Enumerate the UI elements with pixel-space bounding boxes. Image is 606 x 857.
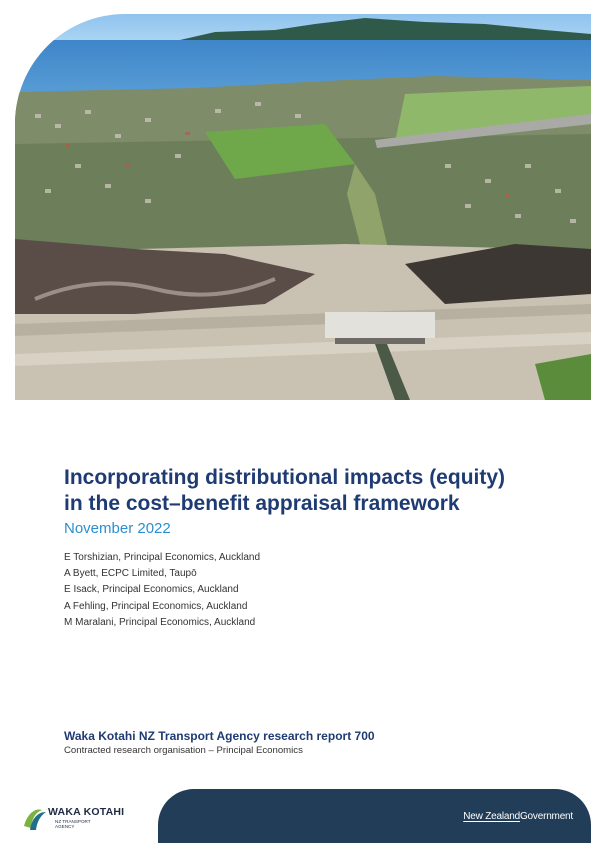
nz-government-part-2: Government [519,811,573,822]
logo-subtitle [55,819,91,829]
report-title-line-2: in the cost–benefit appraisal framework [64,492,460,515]
logo-name: WAKA KOTAHI [48,806,125,818]
waka-kotahi-logo [22,802,132,836]
logo-sub-line-2: AGENCY [55,824,75,829]
report-title-line-1: Incorporating distributional impacts (equity) [64,466,506,489]
author-item: E Torshizian, Principal Economics, Auckland [64,552,261,563]
author-item: A Byett, ECPC Limited, Taupō [64,568,197,580]
report-date: November 2022 [64,520,171,537]
title-block [64,465,584,538]
author-item: A Fehling, Principal Economics, Auckland [64,600,248,612]
author-item: E Isack, Principal Economics, Auckland [64,584,239,596]
author-item: M Maralani, Principal Economics, Auckland [64,616,256,628]
waka-kotahi-logo-icon [22,804,48,832]
contracted-organisation: Contracted research organisation – Principal Economics [64,745,303,756]
footer-band [158,789,591,843]
cover-photo [15,14,591,400]
author-list [64,550,260,631]
report-info [64,729,375,758]
research-report-title: Waka Kotahi NZ Transport Agency research report 700 [64,729,375,743]
nz-government-part-1: New Zealand [463,811,520,822]
logo-sub-line-1: NZ TRANSPORT [55,819,91,824]
nz-government-wordmark [463,811,573,822]
